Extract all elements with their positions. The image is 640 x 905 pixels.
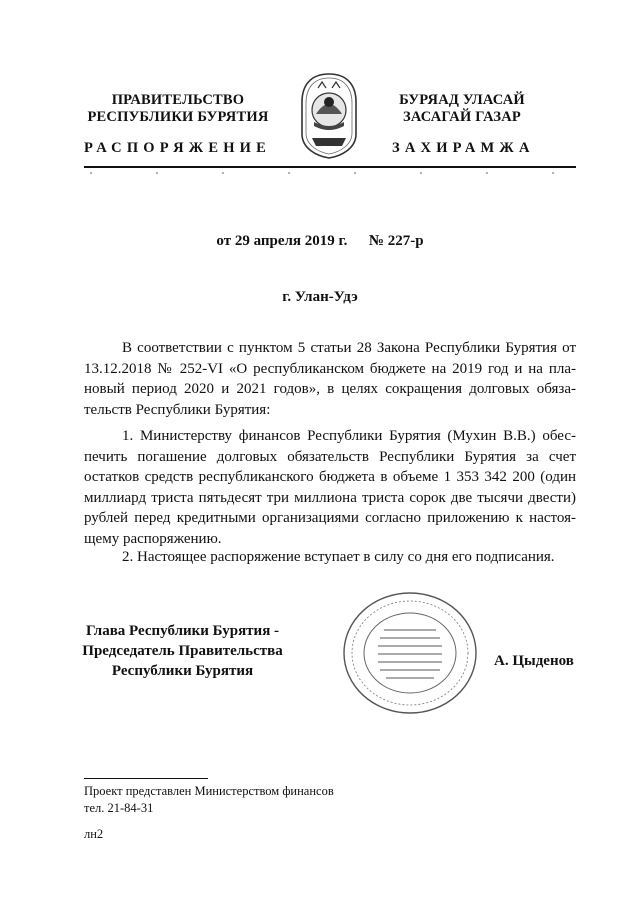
signatory-title-line1: Глава Республики Бурятия - xyxy=(85,623,280,639)
header-right xyxy=(372,92,552,126)
document-number: № 227-р xyxy=(368,233,424,249)
header-left xyxy=(78,92,278,126)
body-paragraph-1: В соответствии с пунктом 5 статьи 28 Закона Республики Бурятия от 13.12.2018 № 252-VI «О республиканском бюджете на 2019 год и на плановый период 2020 и 2021 годов», в целях сокращения долговых обязательств Республики Бурятия: xyxy=(84,340,576,418)
header-right-line1: БУРЯАД УЛАСАЙ xyxy=(399,92,525,108)
footer-divider xyxy=(84,778,208,779)
footer-author: Проект представлен Министерством финансов xyxy=(84,784,334,798)
doc-type-right: ЗАХИРАМЖА xyxy=(392,140,535,156)
body-paragraph-3: 2. Настоящее распоряжение вступает в силу со дня его подписания. xyxy=(122,549,555,565)
doc-type-left: РАСПОРЯЖЕНИЕ xyxy=(84,140,272,156)
header-dotted-line xyxy=(84,172,576,174)
document-city: г. Улан-Удэ xyxy=(282,289,358,305)
header-right-line2: ЗАСАГАЙ ГАЗАР xyxy=(403,109,521,125)
signatory-title-line3: Республики Бурятия xyxy=(111,663,254,679)
footer-phone: тел. 21-84-31 xyxy=(84,801,154,815)
header-left-line2: РЕСПУБЛИКИ БУРЯТИЯ xyxy=(87,109,269,125)
signatory-title xyxy=(80,621,285,681)
body-paragraph-2: 1. Министерству финансов Республики Бурятия (Мухин В.В.) обеспечить погашение долговых обязательств Республики Бурятия за счет остатков средств республиканского бюджета в объеме 1 353 342 200 (один миллиард триста пятьдесят три миллиона триста сорок две тысячи двести) рублей перед кредитными организациями согласно приложению к настоящему распоряжению. xyxy=(84,428,576,547)
official-seal-icon xyxy=(340,590,480,716)
document-date: от 29 апреля 2019 г. xyxy=(216,233,348,249)
coat-of-arms-icon xyxy=(298,72,360,160)
header-divider xyxy=(84,166,576,168)
date-number-line xyxy=(0,233,640,250)
header-left-line1: ПРАВИТЕЛЬСТВО xyxy=(111,92,245,108)
signatory-name: А. Цыденов xyxy=(494,653,574,669)
footer-code: лн2 xyxy=(84,827,104,841)
signatory-title-line2: Председатель Правительства xyxy=(82,643,283,659)
